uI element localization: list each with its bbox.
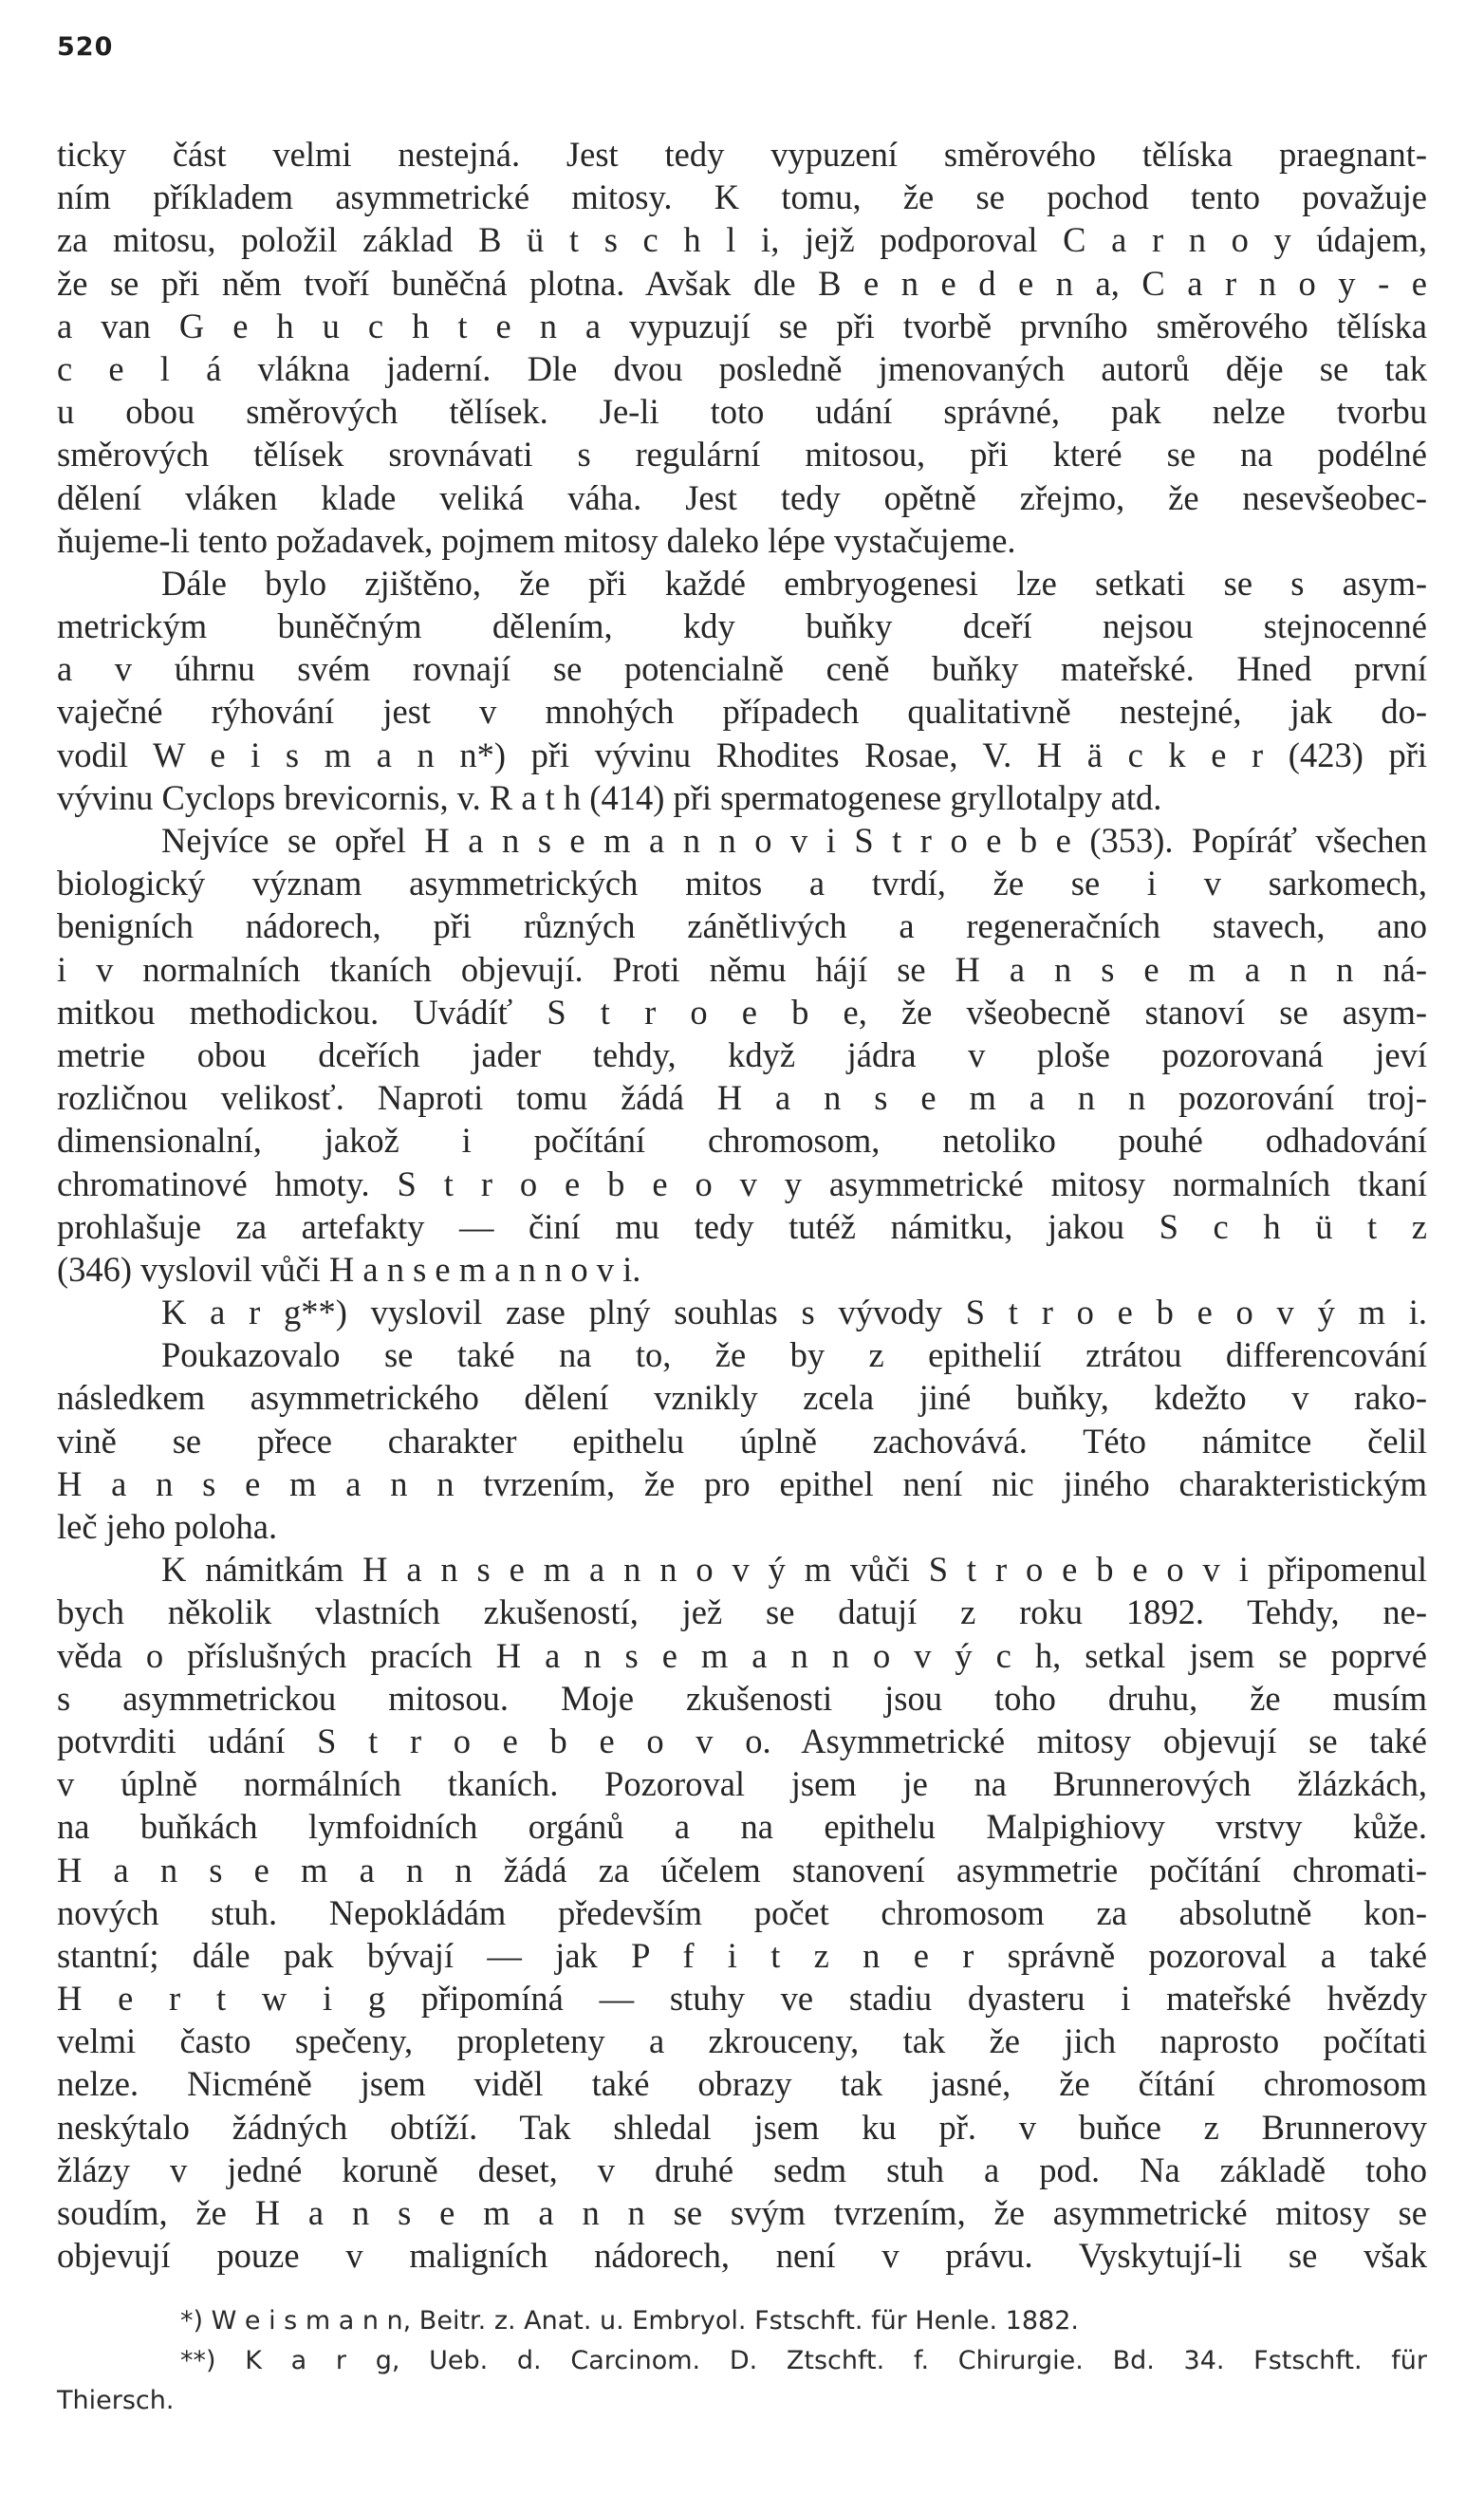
text-line: objevují pouze v maligních nádorech, není v právu. Vyskytují-li se však: [57, 2236, 1427, 2276]
body-text: [57, 133, 1427, 2277]
text-line: za mitosu, položil základ B ü t s c h l i, jejž podporoval C a r n o y údajem,: [57, 220, 1427, 260]
footnote-line: Thiersch.: [57, 2386, 175, 2415]
text-line: biologický význam asymmetrických mitos a tvrdí, že se i v sarkomech,: [57, 864, 1427, 903]
text-line: vodil W e i s m a n n*) při vývinu Rhodites Rosae, V. H ä c k e r (423) při: [57, 735, 1427, 774]
text-line: benigních nádorech, při různých zánětlivých a regeneračních stavech, ano: [57, 906, 1427, 946]
text-line: H e r t w i g připomíná — stuhy ve stadiu dyasteru i mateřské hvězdy: [57, 1979, 1427, 2019]
text-line: Dále bylo zjištěno, že při každé embryogenesi lze setkati se s asym-: [161, 563, 1427, 603]
text-line: a v úhrnu svém rovnají se potencialně ceně buňky mateřské. Hned první: [57, 649, 1427, 689]
text-line: K a r g**) vyslovil zase plný souhlas s vývody S t r o e b e o v ý m i.: [161, 1293, 1427, 1332]
text-line: potvrditi udání S t r o e b e o v o. Asymmetrické mitosy objevují se také: [57, 1721, 1427, 1760]
text-line: rozličnou velikosť. Naproti tomu žádá H a n s e m a n n pozorování troj-: [57, 1078, 1427, 1118]
text-line: ticky část velmi nestejná. Jest tedy vypuzení směrového tělíska praegnant-: [57, 135, 1427, 174]
text-line: že se při něm tvoří buněčná plotna. Avšak dle B e n e d e n a, C a r n o y - e: [57, 263, 1427, 303]
text-line: nelze. Nicméně jsem viděl také obrazy tak jasné, že čítání chromosom: [57, 2064, 1427, 2104]
text-line: metrie obou dceřích jader tehdy, když jádra v ploše pozorovaná jeví: [57, 1034, 1427, 1074]
text-line: nových stuh. Nepokládám především počet chromosom za absolutně kon-: [57, 1892, 1427, 1932]
text-line: mitkou methodickou. Uvádíť S t r o e b e, že všeobecně stanoví se asym-: [57, 992, 1427, 1032]
text-line: na buňkách lymfoidních orgánů a na epithelu Malpighiovy vrstvy kůže.: [57, 1807, 1427, 1847]
text-line: H a n s e m a n n žádá za účelem stanovení asymmetrie počítání chromati-: [57, 1850, 1427, 1889]
text-line: u obou směrových tělísek. Je-li toto udání správné, pak nelze tvorbu: [57, 392, 1427, 432]
text-line: žlázy v jedné koruně deset, v druhé sedm stuh a pod. Na základě toho: [57, 2150, 1427, 2189]
text-line: i v normalních tkaních objevují. Proti němu hájí se H a n s e m a n n ná-: [57, 949, 1427, 989]
text-line: leč jeho poloha.: [57, 1507, 278, 1546]
text-line: Nejvíce se opřel H a n s e m a n n o v i S t r o e b e (353). Popíráť všechen: [161, 821, 1427, 860]
text-line: s asymmetrickou mitosou. Moje zkušenosti jsou toho druhu, že musím: [57, 1678, 1427, 1718]
text-line: vaječné rýhování jest v mnohých případech qualitativně nestejné, jak do-: [57, 692, 1427, 732]
text-line: chromatinové hmoty. S t r o e b e o v y asymmetrické mitosy normalních tkaní: [57, 1163, 1427, 1203]
text-line: dimensionalní, jakož i počítání chromosom, netoliko pouhé odhadování: [57, 1121, 1427, 1161]
text-line: bych několik vlastních zkušeností, jež se datují z roku 1892. Tehdy, ne-: [57, 1592, 1427, 1632]
text-line: ním příkladem asymmetrické mitosy. K tomu, že se pochod tento považuje: [57, 177, 1427, 217]
text-line: směrových tělísek srovnávati s regulární mitosou, při které se na podélné: [57, 435, 1427, 475]
text-line: a van G e h u c h t e n a vypuzují se při tvorbě prvního směrového tělíska: [57, 306, 1427, 345]
text-line: neskýtalo žádných obtíží. Tak shledal jsem ku př. v buňce z Brunnerovy: [57, 2107, 1427, 2147]
text-line: H a n s e m a n n tvrzením, že pro epithel není nic jiného charakteristickým: [57, 1463, 1427, 1503]
text-line: věda o příslušných pracích H a n s e m a n n o v ý c h, setkal jsem se poprvé: [57, 1635, 1427, 1675]
text-line: prohlašuje za artefakty — činí mu tedy tutéž námitku, jakou S c h ü t z: [57, 1206, 1427, 1246]
text-line: následkem asymmetrického dělení vznikly zcela jiné buňky, kdežto v rako-: [57, 1378, 1427, 1418]
text-line: (346) vyslovil vůči H a n s e m a n n o v i.: [57, 1249, 641, 1289]
text-line: metrickým buněčným dělením, kdy buňky dceří nejsou stejnocenné: [57, 606, 1427, 646]
text-line: soudím, že H a n s e m a n n se svým tvrzením, že asymmetrické mitosy se: [57, 2193, 1427, 2232]
text-line: dělení vláken klade veliká váha. Jest tedy opětně zřejmo, že nesevšeobec-: [57, 477, 1427, 517]
text-line: c e l á vlákna jaderní. Dle dvou posledně jmenovaných autorů děje se tak: [57, 348, 1427, 388]
text-line: K námitkám H a n s e m a n n o v ý m vůči S t r o e b e o v i připomenul: [161, 1550, 1427, 1590]
text-line: stantní; dále pak bývají — jak P f i t z n e r správně pozoroval a také: [57, 1935, 1427, 1975]
text-line: ňujeme-li tento požadavek, pojmem mitosy daleko lépe vystačujeme.: [57, 520, 1016, 560]
page-number: 520: [57, 32, 114, 62]
footnote-line: **) K a r g, Ueb. d. Carcinom. D. Ztschft. f. Chirurgie. Bd. 34. Fstschft. für: [180, 2346, 1427, 2375]
text-line: velmi často spečeny, propleteny a zkrouceny, tak že jich naprosto počítati: [57, 2021, 1427, 2061]
text-line: vině se přece charakter epithelu úplně zachovává. Této námitce čelil: [57, 1421, 1427, 1461]
footnotes: [57, 2301, 1427, 2421]
text-line: v úplně normálních tkaních. Pozoroval jsem je na Brunnerových žlázkách,: [57, 1764, 1427, 1804]
text-line: vývinu Cyclops brevicornis, v. R a t h (414) při spermatogenese gryllotalpy atd.: [57, 777, 1162, 817]
text-line: Poukazovalo se také na to, že by z epithelií ztrátou differencování: [161, 1335, 1427, 1375]
footnote-line: *) W e i s m a n n, Beitr. z. Anat. u. Embryol. Fstschft. für Henle. 1882.: [180, 2306, 1079, 2336]
